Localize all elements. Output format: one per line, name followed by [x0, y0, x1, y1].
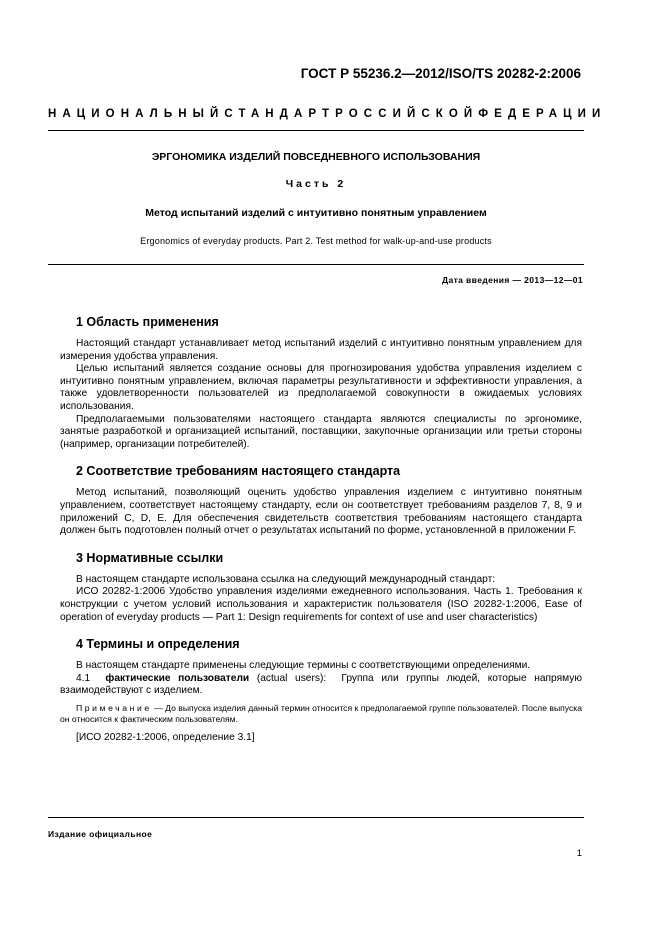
introduction-date: Дата введения — 2013—12—01: [442, 275, 583, 285]
term-source: [ИСО 20282-1:2006, определение 3.1]: [76, 731, 255, 743]
term-name: фактические пользователи: [105, 672, 250, 684]
header-divider: [48, 130, 584, 131]
section-heading: 3 Нормативные ссылки: [76, 550, 224, 565]
term-definition: [60, 673, 582, 698]
normative-reference: ИСО 20282-1:2006 Удобство управления изделиями ежедневного использования. Часть 1. Требования к конструкции с учетом условий использования и характеристик пользователя (ISO 20282-1:2006, Ease of operation of everyday products — Part 1: Design requirements for context of use and user characteristics): [60, 586, 582, 623]
paragraph: Целью испытаний является создание основы для прогнозирования удобства управления изделием с интуитивно понятным управлением, включая параметры результативности и эффективности управления, а также удовлетворенности пользователей из предполагаемой совокупности в ожидаемых условиях использования.: [60, 363, 582, 412]
document-subtitle: Метод испытаний изделий с интуитивно понятным управлением: [145, 207, 487, 219]
term-number: 4.1: [76, 672, 91, 684]
document-title: ЭРГОНОМИКА ИЗДЕЛИЙ ПОВСЕДНЕВНОГО ИСПОЛЬЗОВАНИЯ: [151, 151, 481, 163]
national-title-word: СТАНДАРТ: [224, 108, 336, 120]
note-label: Примечание: [76, 702, 152, 713]
section-heading: 1 Область применения: [76, 315, 219, 329]
note-text: — До выпуска изделия данный термин относится к предполагаемой группе пользователей. После выпуска он относится к фактическим пользователям.: [60, 702, 583, 725]
part-label: Часть 2: [285, 178, 347, 190]
term-text: Группа или группы людей, которые напрямую взаимодействуют с изделием.: [60, 672, 582, 697]
page-number: 1: [576, 848, 582, 859]
document-body: [60, 314, 582, 744]
national-title-word: ФЕДЕРАЦИИ: [478, 108, 607, 120]
english-title: Ergonomics of everyday products. Part 2. Test method for walk-up-and-use products: [140, 236, 492, 246]
paragraph: В настоящем стандарте применены следующие термины с соответствующими определениями.: [76, 660, 531, 672]
footer-divider: [48, 817, 584, 818]
paragraph: Предполагаемыми пользователями настоящего стандарта являются специалисты по эргономике, занятые разработкой и организацией испытаний, поставщики, закупочные организации или третьи стороны (например, организации потребителей).: [60, 413, 582, 450]
paragraph: Метод испытаний, позволяющий оценить удобство управления изделием с интуитивно понятным управлением, соответствует настоящему стандарту, если он соответствует требованиям разделов 7, 8, 9 и приложений C, D, E. Для обеспечения свидетельств соответствия требованиям настоящего стандарта должен быть подготовлен полный отчет о результатах испытаний по форме, установленной в приложении F.: [60, 487, 582, 537]
paragraph: Настоящий стандарт устанавливает метод испытаний изделий с интуитивно понятным управлением для измерения удобства управления.: [60, 338, 582, 362]
national-standard-title: [48, 108, 607, 120]
edition-label: Издание официальное: [48, 829, 153, 839]
title-divider: [48, 264, 584, 265]
term-english: (actual users):: [256, 672, 327, 684]
standard-code: ГОСТ Р 55236.2—2012/ISO/TS 20282-2:2006: [300, 66, 581, 81]
section-heading: 4 Термины и определения: [76, 637, 240, 652]
note: [60, 703, 582, 726]
national-title-word: РОССИЙСКОЙ: [335, 108, 479, 120]
section-heading: 2 Соответствие требованиям настоящего стандарта: [76, 464, 401, 479]
national-title-word: НАЦИОНАЛЬНЫЙ: [48, 108, 225, 120]
paragraph: В настоящем стандарте использована ссылка на следующий международный стандарт:: [76, 573, 496, 585]
